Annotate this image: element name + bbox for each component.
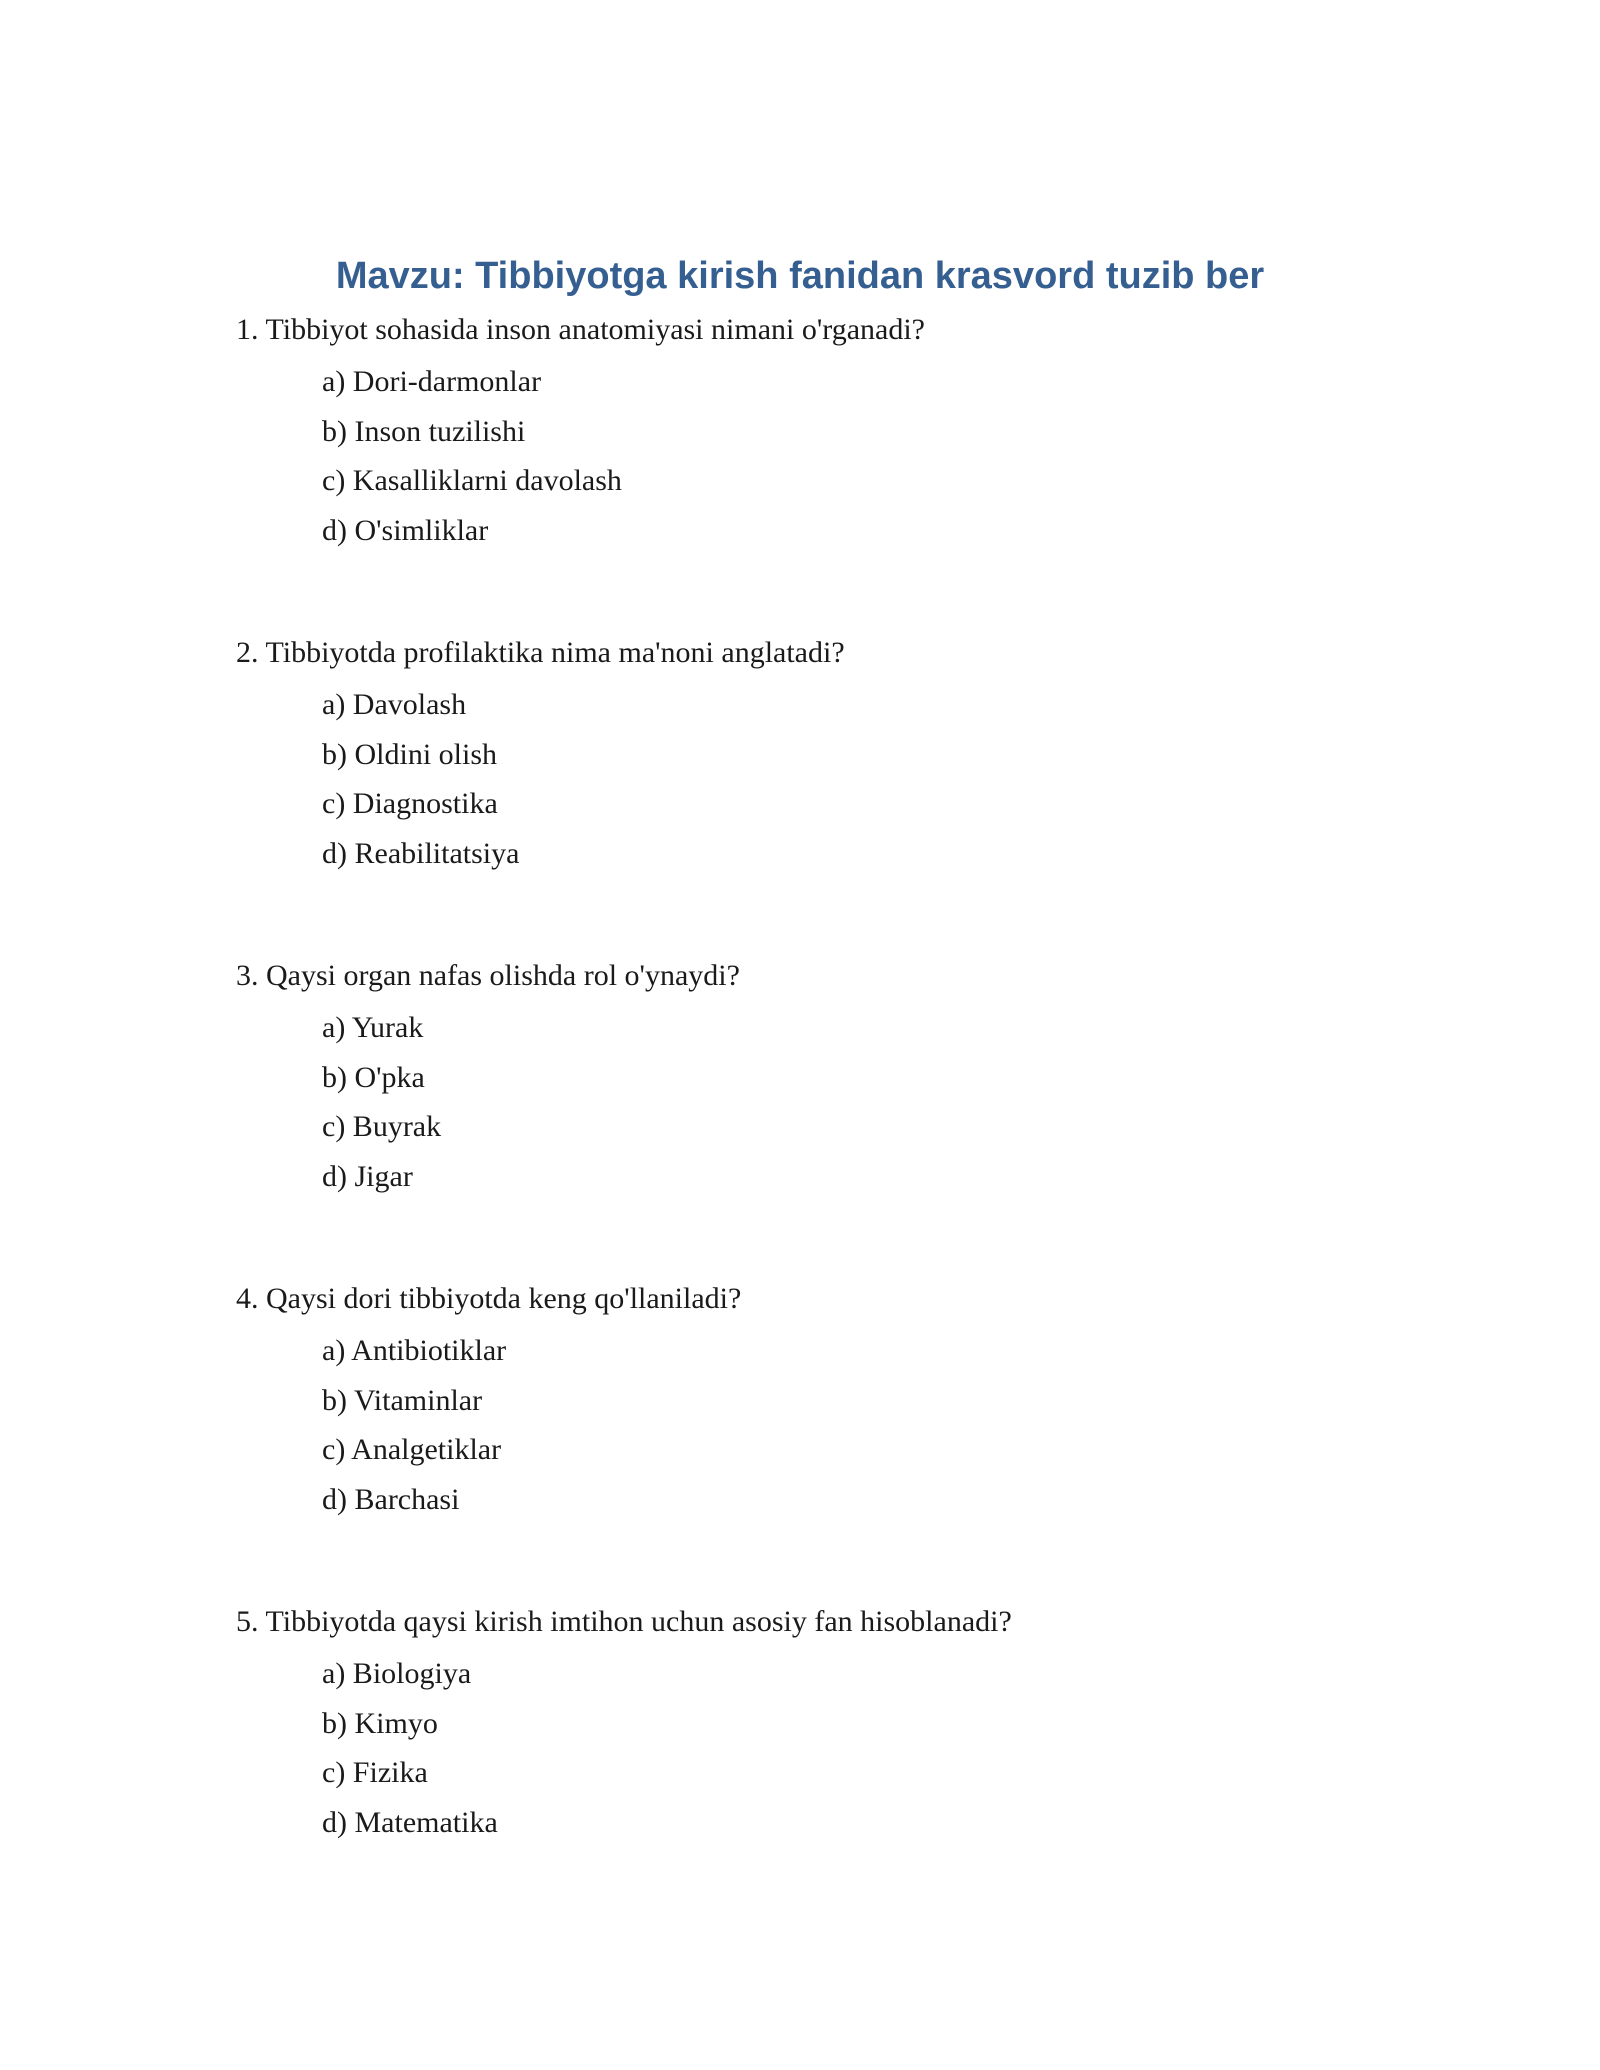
option-item: b) Oldini olish bbox=[322, 737, 498, 771]
option-list bbox=[236, 1326, 1396, 1524]
question-list bbox=[236, 303, 1396, 1918]
question-block bbox=[236, 949, 1396, 1272]
option-item: b) Kimyo bbox=[322, 1706, 438, 1740]
page-title: Mavzu: Tibbiyotga kirish fanidan krasvord tuzib ber bbox=[335, 255, 1265, 297]
option-item: d) Reabilitatsiya bbox=[322, 836, 520, 870]
option-item: d) Matematika bbox=[322, 1805, 498, 1839]
option-item: d) O'simliklar bbox=[322, 513, 489, 547]
option-list bbox=[236, 1003, 1396, 1201]
option-item: d) Barchasi bbox=[322, 1482, 460, 1516]
option-item: c) Buyrak bbox=[322, 1110, 442, 1143]
question-text: 4. Qaysi dori tibbiyotda keng qo'llaniladi? bbox=[236, 1282, 742, 1315]
question-block bbox=[236, 1595, 1396, 1918]
option-item: c) Diagnostika bbox=[322, 787, 498, 820]
option-item: a) Biologiya bbox=[322, 1657, 472, 1690]
question-block bbox=[236, 303, 1396, 626]
option-item: c) Analgetiklar bbox=[322, 1433, 502, 1466]
option-item: a) Dori-darmonlar bbox=[322, 365, 542, 398]
option-item: d) Jigar bbox=[322, 1159, 413, 1193]
option-list bbox=[236, 357, 1396, 555]
option-item: a) Davolash bbox=[322, 688, 467, 721]
option-list bbox=[236, 1649, 1396, 1847]
option-item: b) Inson tuzilishi bbox=[322, 414, 526, 448]
question-block bbox=[236, 626, 1396, 949]
question-text: 1. Tibbiyot sohasida inson anatomiyasi nimani o'rganadi? bbox=[236, 313, 925, 346]
option-item: c) Kasalliklarni davolash bbox=[322, 464, 622, 497]
option-item: b) Vitaminlar bbox=[322, 1383, 483, 1417]
option-item: a) Yurak bbox=[322, 1011, 424, 1044]
question-text: 5. Tibbiyotda qaysi kirish imtihon uchun asosiy fan hisoblanadi? bbox=[236, 1605, 1012, 1638]
option-list bbox=[236, 680, 1396, 878]
question-text: 3. Qaysi organ nafas olishda rol o'ynaydi? bbox=[236, 959, 740, 992]
question-text: 2. Tibbiyotda profilaktika nima ma'noni anglatadi? bbox=[236, 636, 845, 669]
option-item: a) Antibiotiklar bbox=[322, 1334, 507, 1367]
option-item: c) Fizika bbox=[322, 1756, 428, 1789]
option-item: b) O'pka bbox=[322, 1060, 425, 1094]
question-block bbox=[236, 1272, 1396, 1595]
